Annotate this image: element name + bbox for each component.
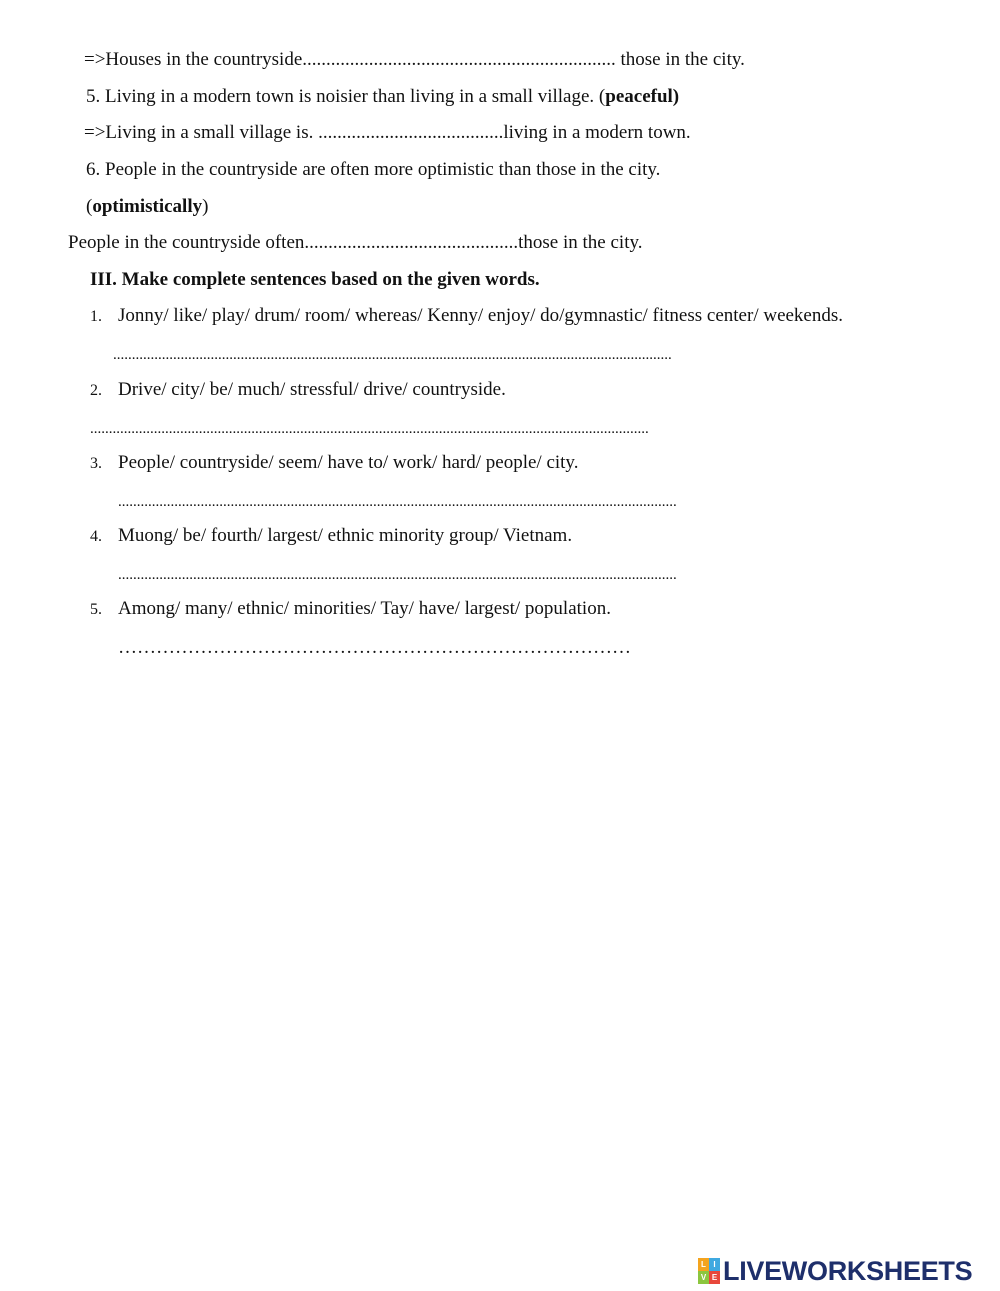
item-number: 4. — [90, 528, 102, 545]
item-number: 3. — [90, 455, 102, 472]
badge-letter-i: I — [709, 1258, 720, 1271]
question-5 — [86, 85, 679, 109]
item-number: 2. — [90, 382, 102, 399]
badge-letter-v: V — [698, 1271, 709, 1284]
hint-word: optimistically — [92, 196, 203, 217]
hint-open-paren: ( — [86, 196, 93, 217]
item-number: 5. — [90, 601, 102, 618]
question-5-hint: peaceful) — [605, 86, 680, 107]
answer-line-3[interactable]: ..................................................................................................................................................... — [118, 494, 677, 510]
item-prompt: Among/ many/ ethnic/ minorities/ Tay/ have/ largest/ population. — [118, 598, 611, 619]
exercise-item-3 — [90, 451, 578, 476]
item-prompt: People/ countryside/ seem/ have to/ work/ hard/ people/ city. — [118, 452, 579, 473]
rewrite-line-houses: =>Houses in the countryside.................................................................. those in the city. — [84, 49, 745, 70]
answer-line-2[interactable]: ..................................................................................................................................................... — [90, 421, 649, 437]
question-6-text: 6. People in the countryside are often more optimistic than those in the city. — [86, 159, 661, 180]
hint-close-paren: ) — [202, 196, 209, 217]
question-5-text: 5. Living in a modern town is noisier than living in a small village. ( — [86, 86, 606, 107]
exercise-item-5 — [90, 597, 611, 622]
item-prompt: Jonny/ like/ play/ drum/ room/ whereas/ Kenny/ enjoy/ do/gymnastic/ fitness center/ weekends. — [118, 305, 844, 326]
rewrite-line-people: People in the countryside often.............................................those in the city. — [68, 232, 643, 253]
badge-letter-e: E — [709, 1271, 720, 1284]
exercise-item-2 — [90, 378, 506, 403]
exercise-item-1 — [90, 304, 843, 329]
item-prompt: Drive/ city/ be/ much/ stressful/ drive/ countryside. — [118, 379, 506, 400]
answer-line-5[interactable]: ……………………………………………………………………… — [118, 637, 631, 658]
exercise-item-4 — [90, 524, 572, 549]
item-number: 1. — [90, 308, 102, 325]
item-prompt: Muong/ be/ fourth/ largest/ ethnic minority group/ Vietnam. — [118, 525, 573, 546]
logo-wordmark: LIVEWORKSHEETS — [723, 1255, 973, 1286]
liveworksheets-logo — [698, 1256, 972, 1286]
rewrite-line-village: =>Living in a small village is. .......................................living in a modern town. — [84, 122, 691, 143]
live-badge-icon — [698, 1258, 720, 1284]
section-heading: III. Make complete sentences based on the given words. — [90, 269, 540, 290]
question-6-hint — [86, 195, 208, 219]
badge-letter-l: L — [698, 1258, 709, 1271]
answer-line-4[interactable]: ..................................................................................................................................................... — [118, 567, 677, 583]
answer-line-1[interactable]: ..................................................................................................................................................... — [113, 347, 672, 363]
